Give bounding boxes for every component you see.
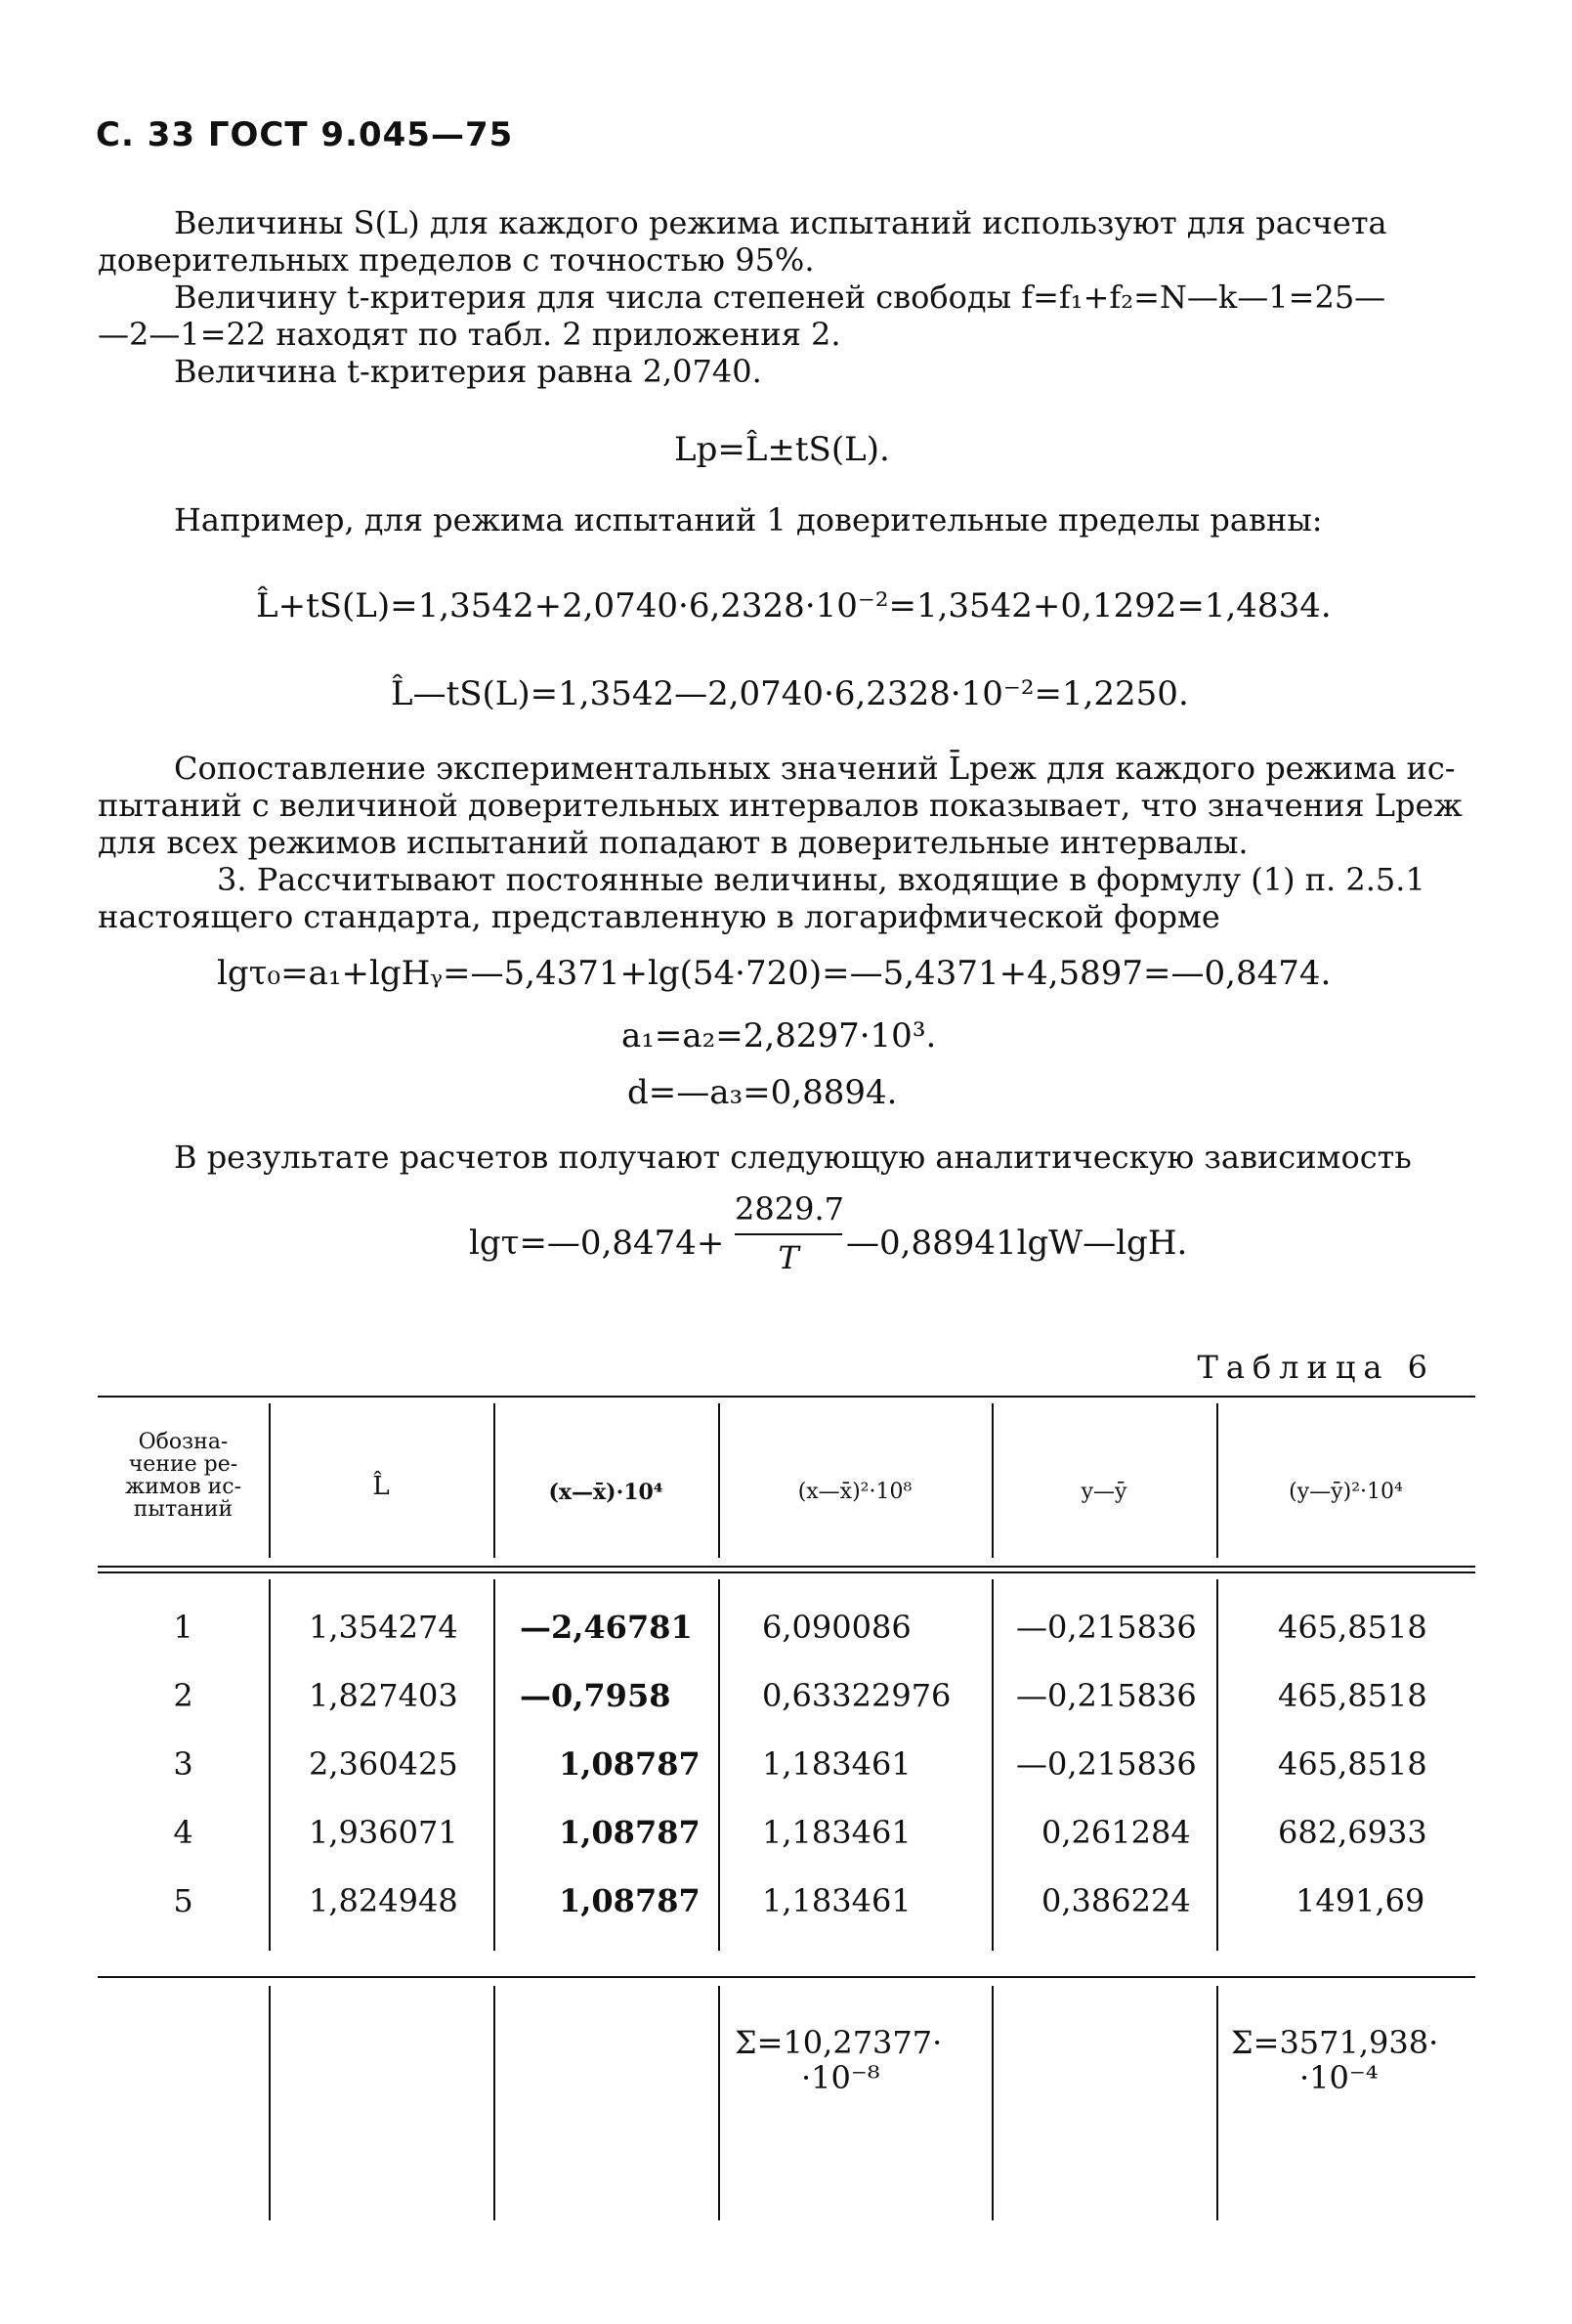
paragraph-line: —2—1=22 находят по табл. 2 приложения 2.: [98, 316, 841, 353]
column-divider: [269, 1579, 271, 1951]
column-divider: [1216, 1986, 1218, 2220]
table-cell: 1,936071: [309, 1814, 458, 1851]
formula-lp: Lр=L̂±tS(L).: [674, 430, 890, 469]
formula-upper-limit: L̂+tS(L)=1,3542+2,0740·6,2328·10⁻²=1,3542+0,1292=1,4834.: [256, 586, 1332, 625]
table-cell: 1491,69: [1296, 1882, 1425, 1919]
paragraph-line: Величина t-критерия равна 2,0740.: [174, 353, 762, 390]
column-divider: [269, 1986, 271, 2220]
column-header-x-diff-sq: (x—x̄)²·10⁸: [797, 1480, 913, 1504]
table-cell: —0,215836: [1016, 1745, 1197, 1783]
paragraph-line: Величины S(L) для каждого режима испытаний используют для расчета: [174, 204, 1387, 241]
table-cell: 5: [173, 1882, 193, 1919]
column-divider: [493, 1579, 495, 1951]
table-cell: 3: [173, 1745, 193, 1783]
table-cell: 1,183461: [762, 1882, 912, 1919]
paragraph-line: Величину t-критерия для числа степеней свободы f=f₁+f₂=N—k—1=25—: [174, 279, 1386, 316]
table-cell: 1,354274: [309, 1609, 458, 1646]
column-divider: [718, 1986, 720, 2220]
column-divider: [718, 1579, 720, 1951]
sum-y-diff-sq: Σ=3571,938·: [1231, 2024, 1439, 2061]
table-sum-rule: [98, 1976, 1475, 1978]
paragraph-line: Например, для режима испытаний 1 доверительные пределы равны:: [174, 501, 1323, 538]
formula-lower-limit: L̂—tS(L)=1,3542—2,0740·6,2328·10⁻²=1,2250.: [391, 674, 1189, 713]
table-cell: 1,824948: [309, 1882, 458, 1919]
table-cell: 1,08787: [559, 1745, 701, 1783]
paragraph-line: Сопоставление экспериментальных значений L̄реж для каждого режима ис-: [174, 750, 1456, 787]
fraction-numerator: 2829.7: [735, 1190, 844, 1227]
page-header: С. 33 ГОСТ 9.045—75: [96, 115, 514, 154]
formula-d: d=—a₃=0,8894.: [627, 1073, 898, 1112]
table-cell: 0,386224: [1041, 1882, 1191, 1919]
table-cell: —0,7958: [520, 1677, 671, 1714]
paragraph-line: доверительных пределов с точностью 95%.: [98, 241, 815, 279]
column-divider: [992, 1579, 994, 1951]
table-cell: 465,8518: [1278, 1745, 1427, 1783]
paragraph-line: 3. Рассчитывают постоянные величины, входящие в формулу (1) п. 2.5.1: [217, 861, 1425, 898]
table-cell: 4: [173, 1814, 193, 1851]
paragraph-line: настоящего стандарта, представленную в логарифмической форме: [98, 898, 1220, 935]
table-cell: 1,183461: [762, 1745, 912, 1783]
table-cell: 2: [173, 1677, 193, 1714]
table-cell: 1: [173, 1609, 193, 1646]
table-cell: 6,090086: [762, 1609, 912, 1646]
column-divider: [992, 1986, 994, 2220]
sum-x-diff-sq: Σ=10,27377·: [735, 2024, 943, 2061]
column-header-mode: Обозна- чение ре- жимов ис- пытаний: [124, 1430, 242, 1522]
table-cell: —0,215836: [1016, 1609, 1197, 1646]
fraction-denominator: T: [778, 1239, 799, 1276]
column-divider: [1216, 1579, 1218, 1951]
final-formula-right: —0,88941lgW—lgH.: [846, 1224, 1188, 1263]
paragraph-line: пытаний с величиной доверительных интервалов показывает, что значения Lреж: [98, 787, 1463, 824]
table-cell: 1,183461: [762, 1814, 912, 1851]
table-cell: 465,8518: [1278, 1677, 1427, 1714]
sum-x-diff-sq-exponent: ·10⁻⁸: [801, 2059, 880, 2096]
formula-a: a₁=a₂=2,8297·10³.: [621, 1016, 937, 1055]
table-cell: —2,46781: [520, 1609, 693, 1646]
table-cell: 0,261284: [1041, 1814, 1191, 1851]
table-cell: 2,360425: [309, 1745, 458, 1783]
paragraph-line: В результате расчетов получают следующую аналитическую зависимость: [174, 1139, 1412, 1176]
formula-lg-tau0: lgτ₀=a₁+lgHᵧ=—5,4371+lg(54·720)=—5,4371+4,5897=—0,8474.: [217, 954, 1332, 993]
table-cell: 1,08787: [559, 1814, 701, 1851]
table-cell: 0,63322976: [762, 1677, 952, 1714]
table-header-rule: [98, 1566, 1475, 1568]
table-top-rule: [98, 1396, 1475, 1398]
table-cell: —0,215836: [1016, 1677, 1197, 1714]
table-cell: 1,827403: [309, 1677, 458, 1714]
column-header-x-diff: (x—x̄)·10⁴: [548, 1480, 663, 1505]
table-header-rule: [98, 1571, 1475, 1573]
column-header-y-diff: y—ȳ: [1081, 1480, 1127, 1504]
table-cell: 682,6933: [1278, 1814, 1427, 1851]
final-formula-left: lgτ=—0,8474+: [469, 1224, 725, 1263]
paragraph-line: для всех режимов испытаний попадают в доверительные интервалы.: [98, 824, 1249, 861]
column-divider: [493, 1986, 495, 2220]
column-header-l: L̂: [372, 1472, 390, 1501]
table-cell: 1,08787: [559, 1882, 701, 1919]
sum-y-diff-sq-exponent: ·10⁻⁴: [1299, 2059, 1379, 2096]
fraction-bar: [735, 1233, 842, 1235]
column-header-y-diff-sq: (y—ȳ)²·10⁴: [1289, 1480, 1403, 1504]
table-caption: Таблица 6: [1197, 1349, 1435, 1386]
table-cell: 465,8518: [1278, 1609, 1427, 1646]
